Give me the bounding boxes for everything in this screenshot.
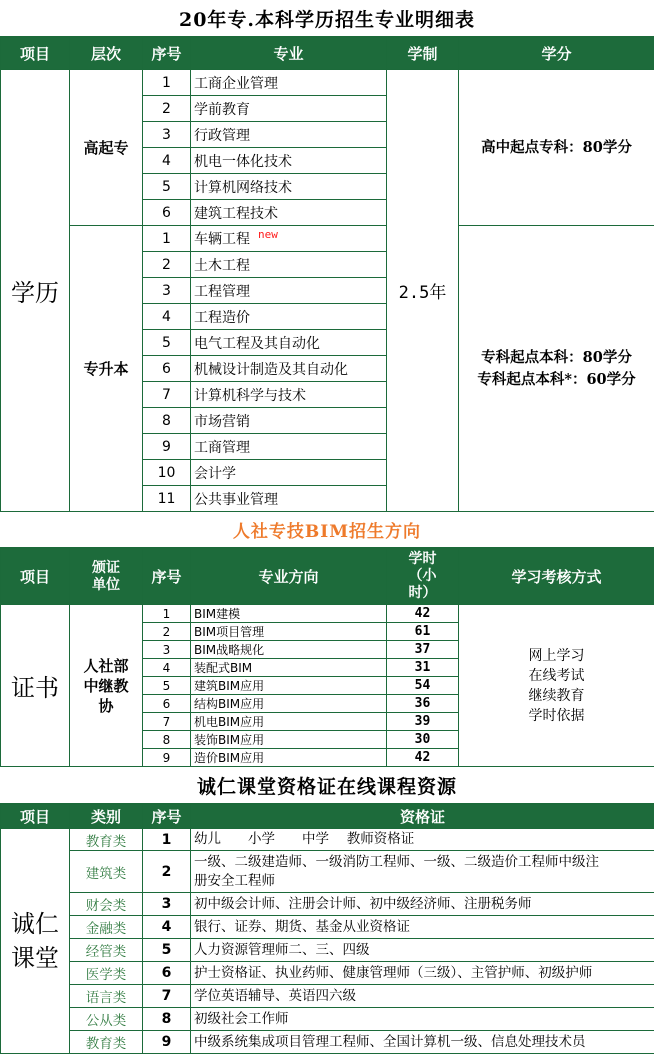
row-no: 8 bbox=[143, 731, 191, 749]
direction-name: 机电BIM应用 bbox=[191, 713, 387, 731]
category: 教育类 bbox=[70, 829, 143, 851]
header-no: 序号 bbox=[143, 805, 191, 829]
row-no: 1 bbox=[143, 605, 191, 623]
row-no: 1 bbox=[143, 70, 191, 96]
table-row bbox=[1, 851, 654, 893]
category: 医学类 bbox=[70, 962, 143, 985]
table-row bbox=[1, 70, 654, 96]
category: 金融类 bbox=[70, 916, 143, 939]
table-row bbox=[1, 605, 654, 623]
row-no: 3 bbox=[143, 893, 191, 916]
major-name: 建筑工程技术 bbox=[191, 200, 387, 226]
section-chengren bbox=[0, 767, 654, 1054]
hours-value: 31 bbox=[387, 659, 459, 677]
cert-name: 人力资源管理师二、三、四级 bbox=[191, 939, 654, 962]
header-no: 序号 bbox=[143, 38, 191, 70]
item-academic: 学历 bbox=[1, 70, 70, 512]
credits-line: 专科起点本科*：60学分 bbox=[477, 370, 636, 388]
method-line: 继续教育 bbox=[528, 687, 585, 704]
row-no: 1 bbox=[143, 829, 191, 851]
direction-name: 装饰BIM应用 bbox=[191, 731, 387, 749]
hours-value: 30 bbox=[387, 731, 459, 749]
assessment-method bbox=[459, 605, 654, 767]
table-row bbox=[1, 962, 654, 985]
cert-line: 册安全工程师 bbox=[194, 872, 275, 889]
academic-header-row bbox=[1, 38, 654, 70]
row-no: 2 bbox=[143, 96, 191, 122]
header-duration: 学制 bbox=[387, 38, 459, 70]
item-chengren bbox=[1, 829, 70, 1054]
header-hours-line: 学时 bbox=[408, 551, 437, 567]
duration-value: 2.5年 bbox=[387, 70, 459, 512]
table-row bbox=[1, 829, 654, 851]
row-no: 6 bbox=[143, 200, 191, 226]
table-row bbox=[1, 985, 654, 1008]
row-no: 9 bbox=[143, 434, 191, 460]
row-no: 5 bbox=[143, 330, 191, 356]
major-name: 工商企业管理 bbox=[191, 70, 387, 96]
level-zhuanshengben: 专升本 bbox=[70, 226, 143, 512]
direction-name: 装配式BIM bbox=[191, 659, 387, 677]
header-hours bbox=[387, 549, 459, 605]
category: 建筑类 bbox=[70, 851, 143, 893]
hours-value: 42 bbox=[387, 605, 459, 623]
major-name: 市场营销 bbox=[191, 408, 387, 434]
issuer-line: 中继教 bbox=[83, 676, 129, 695]
cert-name: 中级系统集成项目管理工程师、全国计算机一级、信息处理技术员 bbox=[191, 1031, 654, 1054]
row-no: 5 bbox=[143, 677, 191, 695]
row-no: 3 bbox=[143, 641, 191, 659]
major-name: 工商管理 bbox=[191, 434, 387, 460]
category: 财会类 bbox=[70, 893, 143, 916]
row-no: 4 bbox=[143, 304, 191, 330]
category: 语言类 bbox=[70, 985, 143, 1008]
cert-name: 初中级会计师、注册会计师、初中级经济师、注册税务师 bbox=[191, 893, 654, 916]
issuer-name bbox=[70, 605, 143, 767]
table-row bbox=[1, 1008, 654, 1031]
row-no: 4 bbox=[143, 916, 191, 939]
major-name: 会计学 bbox=[191, 460, 387, 486]
major-name: 土木工程 bbox=[191, 252, 387, 278]
row-no: 6 bbox=[143, 962, 191, 985]
cert-name: 幼儿 小学 中学 教师资格证 bbox=[191, 829, 654, 851]
academic-table bbox=[0, 37, 654, 512]
row-no: 3 bbox=[143, 278, 191, 304]
major-name: 公共事业管理 bbox=[191, 486, 387, 512]
item-certificate: 证书 bbox=[1, 605, 70, 767]
header-item: 项目 bbox=[1, 805, 70, 829]
major-name: 电气工程及其自动化 bbox=[191, 330, 387, 356]
category: 公从类 bbox=[70, 1008, 143, 1031]
level-gaoqizhuan: 高起专 bbox=[70, 70, 143, 226]
table-row bbox=[1, 1031, 654, 1054]
row-no: 3 bbox=[143, 122, 191, 148]
item-line: 课堂 bbox=[11, 944, 59, 972]
header-method: 学习考核方式 bbox=[459, 549, 654, 605]
section2-title: 人社专技BIM招生方向 bbox=[0, 512, 654, 548]
major-name: 机械设计制造及其自动化 bbox=[191, 356, 387, 382]
row-no: 4 bbox=[143, 659, 191, 677]
row-no: 6 bbox=[143, 356, 191, 382]
header-category: 类别 bbox=[70, 805, 143, 829]
category: 经管类 bbox=[70, 939, 143, 962]
table-row bbox=[1, 893, 654, 916]
table-row bbox=[1, 939, 654, 962]
header-hours-line: 时） bbox=[408, 585, 437, 601]
header-level: 层次 bbox=[70, 38, 143, 70]
cert-name: 初级社会工作师 bbox=[191, 1008, 654, 1031]
row-no: 9 bbox=[143, 1031, 191, 1054]
header-cert: 资格证 bbox=[191, 805, 654, 829]
row-no: 6 bbox=[143, 695, 191, 713]
major-name: 计算机科学与技术 bbox=[191, 382, 387, 408]
credits-zhuanshengben bbox=[459, 226, 654, 512]
cert-name: 学位英语辅导、英语四六级 bbox=[191, 985, 654, 1008]
table-row bbox=[1, 916, 654, 939]
cert-name: 银行、证券、期货、基金从业资格证 bbox=[191, 916, 654, 939]
major-name: 车辆工程 bbox=[194, 231, 250, 248]
header-no: 序号 bbox=[143, 549, 191, 605]
major-name: 工程造价 bbox=[191, 304, 387, 330]
row-no: 8 bbox=[143, 1008, 191, 1031]
new-badge: new bbox=[258, 228, 278, 242]
section-certificate bbox=[0, 512, 654, 767]
row-no: 4 bbox=[143, 148, 191, 174]
major-name: 学前教育 bbox=[191, 96, 387, 122]
header-issuer bbox=[70, 549, 143, 605]
hours-value: 42 bbox=[387, 749, 459, 767]
major-name: 机电一体化技术 bbox=[191, 148, 387, 174]
row-no: 1 bbox=[143, 226, 191, 252]
header-hours-line: （小 bbox=[408, 568, 437, 584]
header-item: 项目 bbox=[1, 549, 70, 605]
major-name: 计算机网络技术 bbox=[191, 174, 387, 200]
direction-name: BIM战略规化 bbox=[191, 641, 387, 659]
row-no: 2 bbox=[143, 252, 191, 278]
method-line: 学时依据 bbox=[528, 707, 585, 724]
hours-value: 54 bbox=[387, 677, 459, 695]
major-name: 行政管理 bbox=[191, 122, 387, 148]
row-no: 5 bbox=[143, 174, 191, 200]
direction-name: BIM项目管理 bbox=[191, 623, 387, 641]
row-no: 7 bbox=[143, 985, 191, 1008]
category: 教育类 bbox=[70, 1031, 143, 1054]
qualification-table bbox=[0, 804, 654, 1054]
cert-name bbox=[191, 851, 654, 893]
direction-name: 造价BIM应用 bbox=[191, 749, 387, 767]
header-issuer-line: 颁证 bbox=[92, 559, 120, 576]
credits-gaoqizhuan: 高中起点专科：80学分 bbox=[459, 70, 654, 226]
row-no: 10 bbox=[143, 460, 191, 486]
header-direction: 专业方向 bbox=[191, 549, 387, 605]
certificate-header-row bbox=[1, 549, 654, 605]
cert-line: 一级、二级建造师、一级消防工程师、一级、二级造价工程师中级注 bbox=[194, 853, 599, 870]
row-no: 8 bbox=[143, 408, 191, 434]
row-no: 7 bbox=[143, 713, 191, 731]
hours-value: 37 bbox=[387, 641, 459, 659]
row-no: 2 bbox=[143, 851, 191, 893]
hours-value: 61 bbox=[387, 623, 459, 641]
item-line: 诚仁 bbox=[11, 910, 59, 938]
direction-name: BIM建模 bbox=[191, 605, 387, 623]
issuer-line: 协 bbox=[98, 696, 114, 715]
section3-title: 诚仁课堂资格证在线课程资源 bbox=[0, 767, 654, 804]
major-name-cell bbox=[191, 226, 387, 252]
table-row bbox=[1, 226, 654, 252]
cert-name: 护士资格证、执业药师、健康管理师（三级）、主管护师、初级护师 bbox=[191, 962, 654, 985]
section-academic bbox=[0, 0, 654, 512]
issuer-line: 人社部 bbox=[83, 656, 129, 675]
row-no: 5 bbox=[143, 939, 191, 962]
method-line: 网上学习 bbox=[528, 647, 585, 664]
hours-value: 39 bbox=[387, 713, 459, 731]
direction-name: 结构BIM应用 bbox=[191, 695, 387, 713]
method-line: 在线考试 bbox=[528, 667, 585, 684]
header-credits: 学分 bbox=[459, 38, 654, 70]
row-no: 7 bbox=[143, 382, 191, 408]
row-no: 2 bbox=[143, 623, 191, 641]
row-no: 9 bbox=[143, 749, 191, 767]
section1-title: 20年专.本科学历招生专业明细表 bbox=[0, 0, 654, 37]
header-issuer-line: 单位 bbox=[92, 576, 120, 593]
hours-value: 36 bbox=[387, 695, 459, 713]
header-item: 项目 bbox=[1, 38, 70, 70]
header-major: 专业 bbox=[191, 38, 387, 70]
qualification-header-row bbox=[1, 805, 654, 829]
certificate-table bbox=[0, 548, 654, 767]
direction-name: 建筑BIM应用 bbox=[191, 677, 387, 695]
row-no: 11 bbox=[143, 486, 191, 512]
major-name: 工程管理 bbox=[191, 278, 387, 304]
credits-line: 专科起点本科：80学分 bbox=[481, 348, 632, 366]
